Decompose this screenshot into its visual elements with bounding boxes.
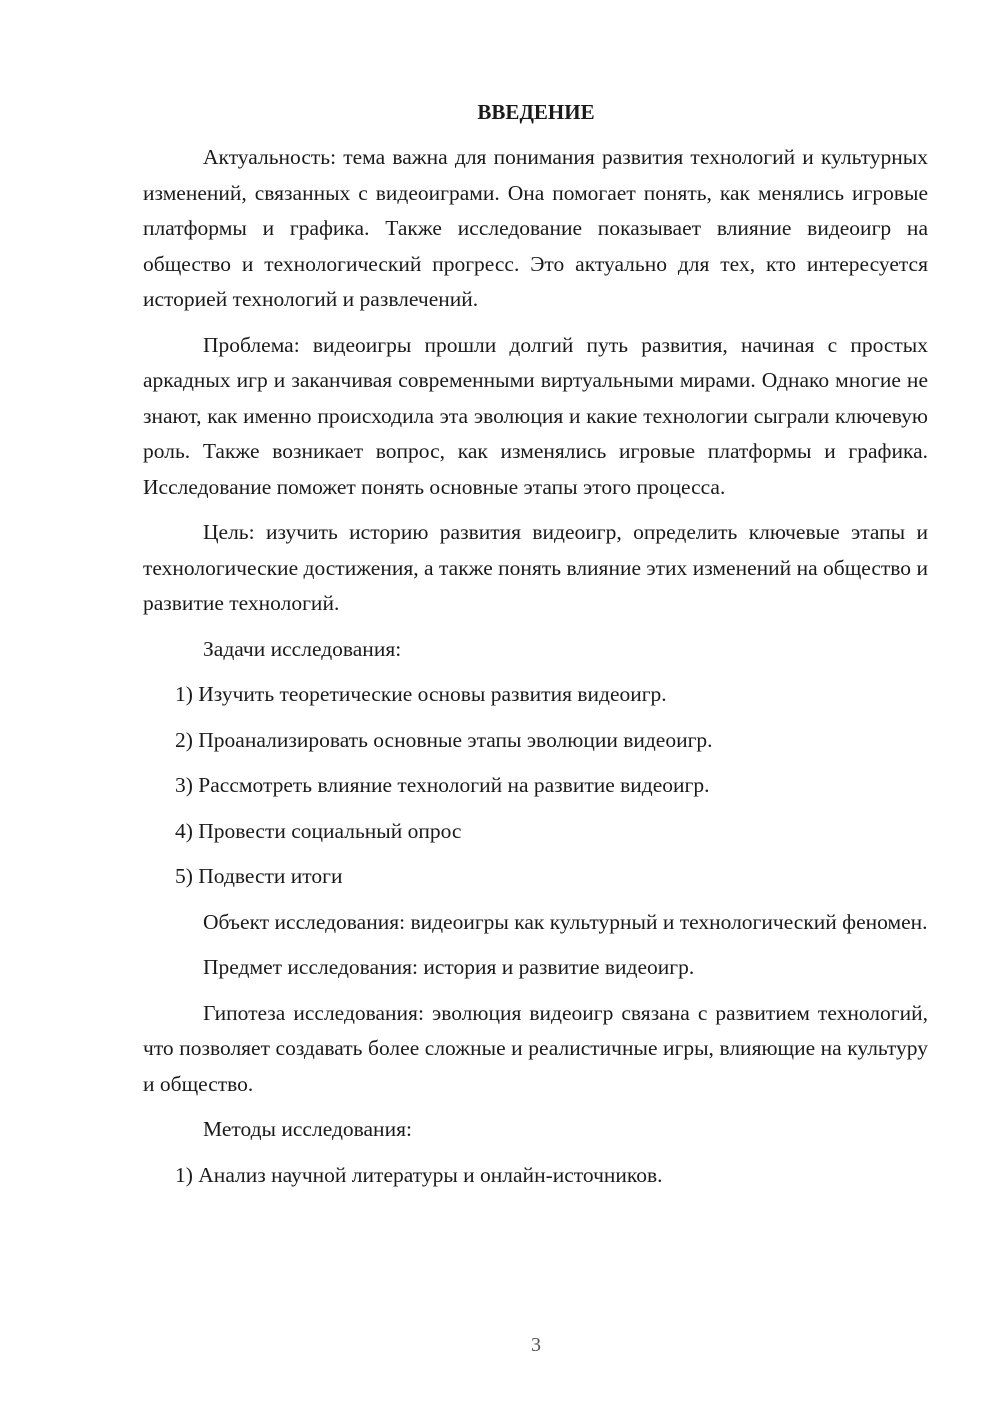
task-item: 1) Изучить теоретические основы развития видеоигр. — [175, 682, 667, 706]
object-paragraph: Объект исследования: видеоигры как культурный и технологический феномен. — [203, 909, 928, 934]
task-item: 3) Рассмотреть влияние технологий на развитие видеоигр. — [175, 773, 710, 797]
page-title: ВВЕДЕНИЕ — [477, 100, 595, 124]
document-body — [143, 140, 928, 1203]
task-item: 4) Провести социальный опрос — [175, 818, 462, 843]
hypothesis-paragraph: Гипотеза исследования: эволюция видеоигр связана с развитием технологий, что позволяет создавать более сложные и реалистичные игры, влияющие на культуру и общество. — [143, 1000, 928, 1096]
task-item: 5) Подвести итоги — [175, 864, 343, 888]
subject-paragraph: Предмет исследования: история и развитие видеоигр. — [203, 955, 695, 979]
method-item: 1) Анализ научной литературы и онлайн-источников. — [175, 1162, 663, 1187]
problem-paragraph: Проблема: видеоигры прошли долгий путь развития, начиная с простых аркадных игр и заканчивая современными виртуальными мирами. Однако многие не знают, как именно происходила эта эволюция и какие технологии сыграли ключевую роль. Также возникает вопрос, как изменялись игровые платформы и графика. Исследование поможет понять основные этапы этого процесса. — [143, 332, 928, 499]
goal-paragraph: Цель: изучить историю развития видеоигр, определить ключевые этапы и технологические достижения, а также понять влияние этих изменений на общество и развитие технологий. — [143, 520, 928, 615]
task-item: 2) Проанализировать основные этапы эволюции видеоигр. — [175, 727, 713, 752]
tasks-heading: Задачи исследования: — [203, 636, 402, 661]
methods-heading: Методы исследования: — [203, 1117, 412, 1141]
page-number: 3 — [531, 1334, 541, 1356]
relevance-paragraph: Актуальность: тема важна для понимания развития технологий и культурных изменений, связанных с видеоиграми. Она помогает понять, как менялись игровые платформы и графика. Также исследование показывает влияние видеоигр на общество и технологический прогресс. Это актуально для тех, кто интересуется историей технологий и развлечений. — [143, 145, 928, 311]
